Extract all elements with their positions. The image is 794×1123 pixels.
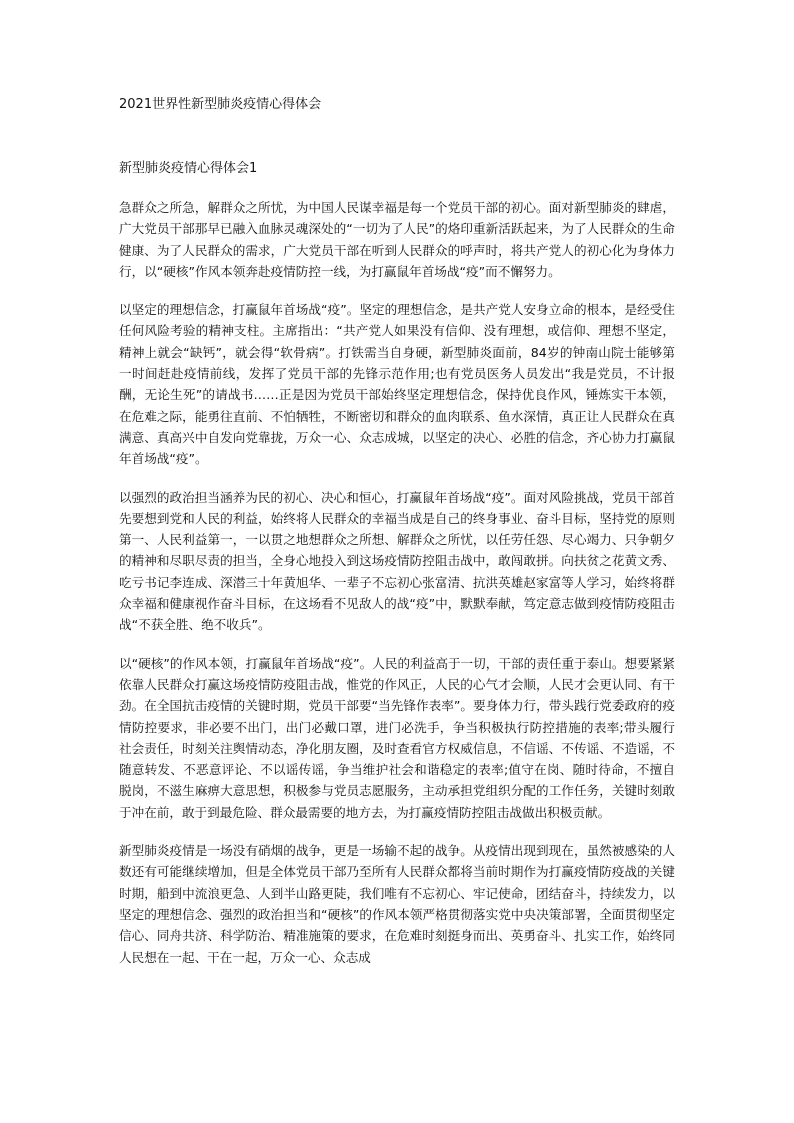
document-title: 2021世界性新型肺炎疫情心得体会	[119, 97, 322, 112]
paragraph-4: 以“硬核”的作风本领，打赢鼠年首场战“疫”。人民的利益高于一切，干部的责任重于泰山。想要紧紧依靠人民群众打赢这场疫情防疫阻击战，惟党的作风正，人民的心气才会顺，人民才会更认同、有干劲。在全国抗击疫情的关键时期，党员干部要“当先锋作表率”。要身体力行，带头践行党委政府的疫情防控要求，非必要不出门，出门必戴口罩，进门必洗手，争当积极执行防控措施的表率;带头履行社会责任，时刻关注舆情动态，净化朋友圈，及时查看官方权威信息，不信谣、不传谣、不造谣，不随意转发、不恶意评论、不以谣传谣，争当维护社会和谐稳定的表率;值守在岗、随时待命，不擅自脱岗，不滋生麻痹大意思想，积极参与党员志愿服务，主动承担党组织分配的工作任务，关键时刻敢于冲在前，敢于到最危险、群众最需要的地方去，为打赢疫情防控阻击战做出积极贡献。	[119, 655, 675, 820]
section-title: 新型肺炎疫情心得体会1	[119, 161, 258, 176]
paragraph-5: 新型肺炎疫情是一场没有硝烟的战争，更是一场输不起的战争。从疫情出现到现在，虽然被感染的人数还有可能继续增加，但是全体党员干部乃至所有人民群众都将当前时期作为打赢疫情防疫战的关键时期，船到中流浪更急、人到半山路更陡，我们唯有不忘初心、牢记使命，团结奋斗，持续发力，以坚定的理想信念、强烈的政治担当和“硬核”的作风本领严格贯彻落实党中央决策部署，全面贯彻坚定信心、同舟共济、科学防治、精准施策的要求，在危难时刻挺身而出、英勇奋斗、扎实工作，始终同人民想在一起、干在一起，万众一心、众志成	[119, 843, 675, 965]
document-page	[119, 96, 675, 968]
paragraph-3: 以强烈的政治担当涵养为民的初心、决心和恒心，打赢鼠年首场战“疫”。面对风险挑战，党员干部首先要想到党和人民的利益，始终将人民群众的幸福当成是自己的终身事业、奋斗目标，坚持党的原则第一、人民利益第一，一以贯之地想群众之所想、解群众之所忧，以任劳任怨、尽心竭力、只争朝夕的精神和尽职尽责的担当，全身心地投入到这场疫情防控阻击战中，敢闯敢拼。向扶贫之花黄文秀、吃亏书记李连成、深潜三十年黄旭华、一辈子不忘初心张富清、抗洪英雄赵家富等人学习，始终将群众幸福和健康视作奋斗目标，在这场看不见敌人的战“疫”中，默默奉献，笃定意志做到疫情防疫阻击战“不获全胜、绝不收兵”。	[119, 489, 675, 633]
paragraph-1: 急群众之所急，解群众之所忧，为中国人民谋幸福是每一个党员干部的初心。面对新型肺炎的肆虐，广大党员干部那早已融入血脉灵魂深处的“一切为了人民”的烙印重新活跃起来，为了人民群众的生命健康、为了人民群众的需求，广大党员干部在听到人民群众的呼声时，将共产党人的初心化为身体力行，以“硬核”作风本领奔赴疫情防控一线，为打赢鼠年首场战“疫”而不懈努力。	[119, 200, 675, 279]
paragraph-2: 以坚定的理想信念，打赢鼠年首场战“疫”。坚定的理想信念，是共产党人安身立命的根本，是经受住任何风险考验的精神支柱。主席指出：“共产党人如果没有信仰、没有理想，或信仰、理想不坚定，精神上就会“缺钙”，就会得“软骨病”。打铁需当自身硬，新型肺炎面前，84岁的钟南山院士能够第一时间赶赴疫情前线，发挥了党员干部的先锋示范作用;也有党员医务人员发出“我是党员，不计报酬，无论生死”的请战书……正是因为党员干部始终坚定理想信念，保持优良作风，锤炼实干本领，在危难之际，能勇往直前、不怕牺牲，不断密切和群众的血肉联系、鱼水深情，真正让人民群众在真满意、真高兴中自发向党靠拢，万众一心、众志成城，以坚定的决心、必胜的信念，齐心协力打赢鼠年首场战“疫”。	[119, 302, 675, 467]
